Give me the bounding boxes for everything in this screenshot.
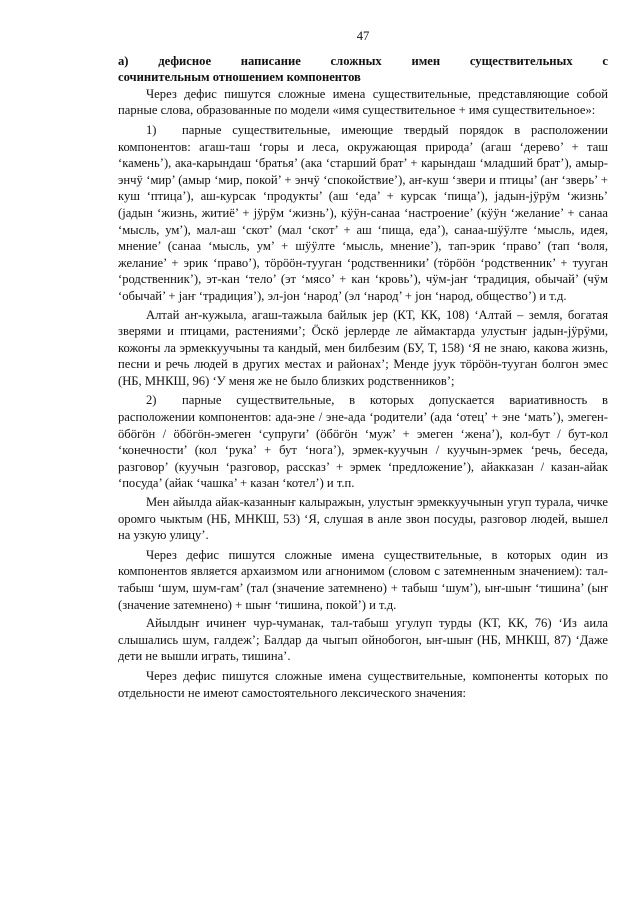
list-number-1: 1)	[146, 122, 157, 137]
list-item-1	[118, 122, 608, 305]
list-text-2: парные существительные, в которых допускается вариативность в расположении компонентов: ада-эне / эне-ада ‘родители’ (ада ‘отец’ + эне ‘мать’), эмеген-ӧбӧгӧн / ӧбӧгӧн-эмеген ‘супруги’ (ӧбӧгӧн ‘муж’ + эмеген ‘жена’), кол-бут / бут-кол ‘конечности’ (кол ‘рука’ + бут ‘нога’), эрмек-куучын / куучын-эрмек ‘речь, беседа, разговор’ (куучын ‘разговор, рассказ’ + эрмек ‘предложение’), айакказан / казан-айак ‘посуда’ (айак ‘чашка’ + казан ‘котел’) и т.п.	[118, 393, 608, 491]
paragraph-intro: Через дефис пишутся сложные имена существительные, представляющие собой парные слова, образованные по модели «имя существительное + имя существительное»:	[118, 86, 608, 118]
paragraph-components: Через дефис пишутся сложные имена существительные, компоненты которых по отдельности не имеют самостоятельного лексического значения:	[118, 668, 608, 700]
heading-line-1: а) дефисное написание сложных имен существительных с	[118, 53, 608, 68]
example-3: Айылдыҥ ичинеҥ чур-чуманак, тал-табыш угулуп турды (КТ, КК, 76) ‘Из аила слышались шум, галдеж’; Балдар да чыгып ойнобогон, ыҥ-шыҥ (НБ, МНКШ, 87) ‘Даже дети не вышли играть, тишина’.	[118, 616, 608, 664]
list-item-2	[118, 392, 608, 492]
page-number: 47	[356, 29, 370, 43]
section-heading	[118, 53, 608, 86]
example-2: Мен айылда айак-казанныҥ калыражын, улустыҥ эрмеккуучынын угуп турала, чичке оромго чыктым (НБ, МНКШ, 53) ‘Я, слушая в анле звон посуды, разговор людей, вышел на узкую улицу’.	[118, 495, 608, 543]
list-number-2: 2)	[146, 393, 157, 408]
list-text-1: парные существительные, имеющие твердый порядок в расположении компонентов: агаш-таш ‘горы и леса, окружающая природа’ (агаш ‘дерево’ + таш ‘камень’), ака-карындаш ‘братья’ (ака ‘старший брат’ + карындаш ‘младший брат’), амыр-энчӱ ‘мир’ (амыр ‘мир, покой’ + энчӱ ‘спокойствие’), аҥ-куш ‘звери и птицы’ (аҥ ‘зверь’ + куш ‘птица’), аш-курсак ‘продукты’ (аш ‘еда’ + курсак ‘пища’), јадын-јӱрӱм ‘жизнь’ (јадын ‘жизнь, житиё’ + јӱрӱм ‘жизнь’), кӱӱн-санаа ‘настроение’ (кӱӱн ‘желание’ + санаа ‘мысль, ум’), мал-аш ‘скот’ (мал ‘скот’ + аш ‘пища, еда’), санаа-шӱӱлте ‘мысль, идея, мнение’ (санаа ‘мысль, ум’ + шӱӱлте ‘мысль, мнение’), тап-эрик ‘право’ (тап ‘воля, желание’ + эрик ‘право’), тӧрӧӧн-тууган ‘родственники’ (тӧрӧӧн ‘родственник’ + тууган ‘родственник’), эт-кан ‘тело’ (эт ‘мясо’ + кан ‘кровь’), чӱм-јаҥ ‘традиция, обычай’ (чӱм ‘обычай’ + јаҥ ‘традиция’), эл-јон ‘народ’ (эл ‘народ’ + јон ‘народ, общество’) и т.д.	[118, 122, 608, 303]
heading-line-2: сочинительным отношением компонентов	[118, 70, 361, 85]
example-1: Алтай аҥ-кужыла, агаш-тажыла байлык јер (КТ, КК, 108) ‘Алтай – земля, богатая зверями и птицами, растениями’; Ӧскӧ јерлерде ле аймактарда улустыҥ јадын-јӱрӱми, кожоҥы ла эрмеккуучыны та кандый, мен билбезим (БУ, Т, 158) ‘Я не знаю, какова жизнь, песни и речь людей в других местах и районах’; Менде јуук тӧрӧӧн-тууган болгон эмес (НБ, МНКШ, 96) ‘У меня же не было близких родственников’;	[118, 307, 608, 388]
paragraph-archaism: Через дефис пишутся сложные имена существительные, в которых один из компонентов является архаизмом или агнонимом (словом с затемненным значением): тал-табыш ‘шум, шум-гам’ (тал (значение затемнено) + табыш ‘шум’), ыҥ-шыҥ ‘тишина’ (ыҥ (значение затемнено) + шыҥ ‘тишина, покой’) и т.д.	[118, 547, 608, 612]
